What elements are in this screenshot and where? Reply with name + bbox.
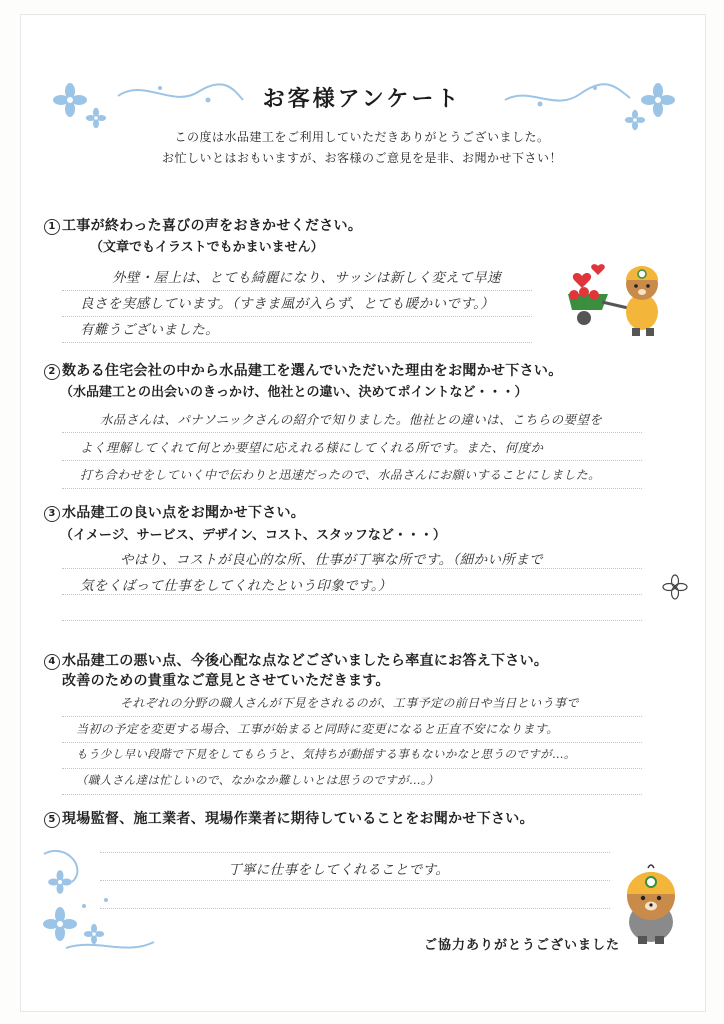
question-text: 数ある住宅会社の中から水品建工を選んでいただいた理由をお聞かせ下さい。 xyxy=(62,363,563,379)
answer-3-line-2: 気をくばって仕事をしてくれたという印象です。） xyxy=(80,578,392,594)
question-number: 2 xyxy=(44,364,60,380)
mascot-wheelbarrow-icon xyxy=(562,262,672,342)
answer-4-line-3: もう少し早い段階で下見をしてもらうと、気持ちが動揺する事もないかなと思うのですが…。 xyxy=(76,747,576,761)
question-text: 水品建工の悪い点、今後心配な点などございましたら率直にお答え下さい。 xyxy=(62,653,549,669)
question-4-subtitle: 改善のための貴重なご意見とさせていただきます。 xyxy=(62,673,390,689)
small-flower-icon xyxy=(660,572,690,602)
answer-2-line-2: よく理解してくれて何とか要望に応えれる様にしてくれる所です。また、何度か xyxy=(80,440,544,455)
answer-4-line-1: それぞれの分野の職人さんが下見をされるのが、工事予定の前日や当日という事で xyxy=(120,696,579,710)
question-text: 現場監督、施工業者、現場作業者に期待していることをお聞かせ下さい。 xyxy=(62,811,534,827)
question-number: 3 xyxy=(44,506,60,522)
survey-title: お客様アンケート xyxy=(262,87,462,112)
question-2 xyxy=(44,360,563,380)
question-2-subtitle: （水品建工との出会いのきっかけ、他社との違い、決めてポイントなど・・・） xyxy=(60,385,528,400)
footer-flowers-left xyxy=(36,838,156,958)
mascot-bear-icon xyxy=(618,860,684,946)
question-number: 4 xyxy=(44,654,60,670)
question-3-subtitle: （イメージ、サービス、デザイン、コスト、スタッフなど・・・） xyxy=(60,528,446,543)
closing-message: ご協力ありがとうございました xyxy=(423,938,620,953)
question-1-subtitle: （文章でもイラストでもかまいません） xyxy=(90,240,324,255)
question-number: 5 xyxy=(44,812,60,828)
intro-line-1: この度は水品建工をご利用していただきありがとうございました。 xyxy=(174,130,550,144)
question-1 xyxy=(44,215,362,235)
question-5 xyxy=(44,808,534,828)
question-3 xyxy=(44,502,305,522)
answer-4-line-4: （職人さん達は忙しいので、なかなか難しいとは思うのですが…。） xyxy=(76,773,439,787)
answer-2-line-1: 水品さんは、パナソニックさんの紹介で知りました。他社との違いは、こちらの要望を xyxy=(100,412,603,427)
question-number: 1 xyxy=(44,219,60,235)
question-text: 水品建工の良い点をお聞かせ下さい。 xyxy=(62,505,306,521)
answer-5-line-1: 丁寧に仕事をしてくれることです。 xyxy=(228,862,450,878)
answer-1-line-1: 外壁・屋上は、とても綺麗になり、サッシは新しく変えて早速 xyxy=(112,270,501,286)
intro-line-2: お忙しいとはおもいますが、お客様のご意見を是非、お聞かせ下さい！ xyxy=(161,151,562,165)
answer-2-line-3: 打ち合わせをしていく中で伝わりと迅速だったので、水品さんにお願いすることにしました。 xyxy=(80,468,601,482)
question-text: 工事が終わった喜びの声をおきかせください。 xyxy=(62,218,363,234)
answer-4-line-2: 当初の予定を変更する場合、工事が始まると同時に変更になると正直不安になります。 xyxy=(76,722,559,736)
answer-3-line-1: やはり、コストが良心的な所、仕事が丁寧な所です。（細かい所まで xyxy=(120,552,544,568)
answer-1-line-2: 良さを実感しています。（すきま風が入らず、とても暖かいです。） xyxy=(80,296,495,312)
question-4 xyxy=(44,650,548,670)
answer-1-line-3: 有難うございました。 xyxy=(80,322,219,338)
